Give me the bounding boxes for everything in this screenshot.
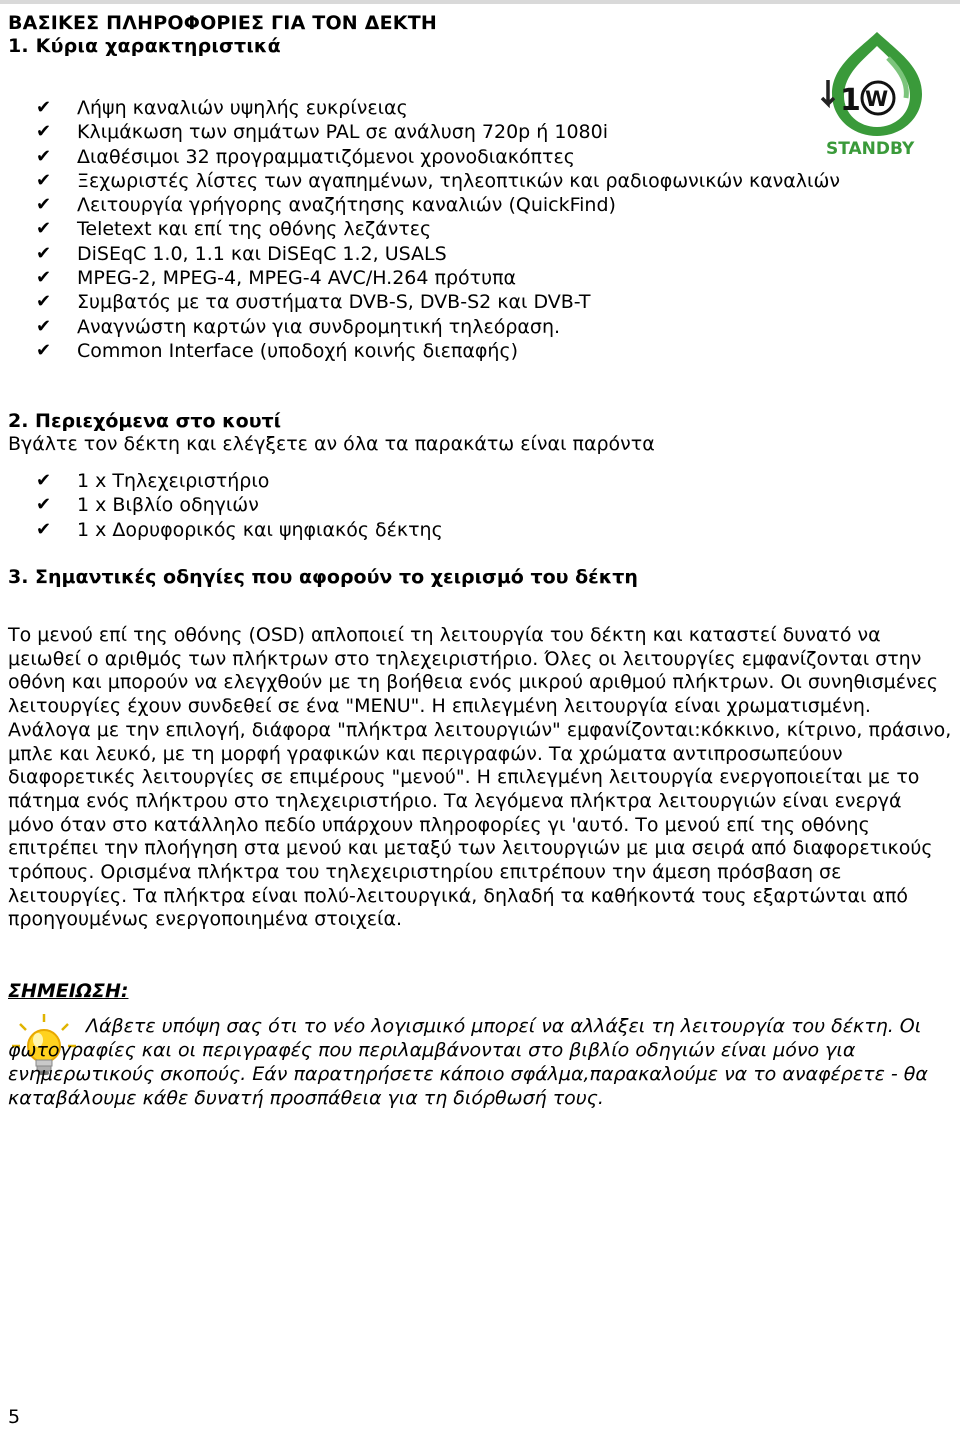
check-icon: ✔ [36,194,52,216]
check-icon: ✔ [36,97,52,118]
check-icon: ✔ [36,339,52,361]
svg-text:W: W [865,87,889,111]
svg-text:1: 1 [840,83,861,118]
page-title [8,12,437,57]
section-2-heading: 2. Περιεχόμενα στο κουτί [8,410,282,432]
check-icon: ✔ [36,242,52,264]
check-icon: ✔ [36,518,52,540]
note-body: Λάβετε υπόψη σας ότι το νέο λογισμικό μπορεί να αλλάξει τη λειτουργία του δέκτη. Οι φωτογραφίες και οι περιγραφές που περιλαμβάνονται στο βιβλίο οδηγιών είναι μόνο για ενημερωτικούς σκοπούς. Εάν παρατηρήσετε κάποιο σφάλμα,παρακαλούμε να το αναφέρετε - θα καταβάλουμε κάθε δυνατή προσπάθεια για τη διόρθωσή τους. [8,1015,928,1109]
note-title: ΣΗΜΕΙΩΣΗ: [8,980,129,1002]
check-icon: ✔ [36,267,52,289]
check-icon: ✔ [36,470,52,491]
section-2-intro: Βγάλτε τον δέκτη και ελέγξετε αν όλα τα παρακάτω είναι παρόντα [8,433,655,455]
check-icon: ✔ [36,315,52,337]
check-icon: ✔ [36,218,52,240]
standby-1w-logo [818,28,936,158]
main-heading: ΒΑΣΙΚΕΣ ΠΛΗΡΟΦΟΡΙΕΣ ΓΙΑ ΤΟΝ ΔΕΚΤΗ [8,12,437,34]
check-icon: ✔ [36,145,52,167]
section-1-heading: 1. Κύρια χαρακτηριστικά [8,35,281,57]
check-icon: ✔ [36,121,52,143]
standby-label: STANDBY [826,139,915,158]
section-3-body: Το μενού επί της οθόνης (OSD) απλοποιεί τη λειτουργία του δέκτη και καταστεί δυνατό να μειωθεί ο αριθμός των πλήκτρων στο τηλεχειριστήριο. Όλες οι λειτουργίες εμφανίζονται στην οθόνη και μπορούν να ελεγχθούν με τη βοήθεια ενός μικρού αριθμού πλήκτρων. Οι συνηθισμένες λειτουργίες έχουν συνδεθεί σε ένα "MENU". Η επιλεγμένη λειτουργία είναι χρωματισμένη. Ανάλογα με την επιλογή, διάφορα "πλήκτρα λειτουργιών" εμφανίζονται:κόκκινο, κίτρινο, πράσινο, μπλε και λευκό, με τη μορφή γραφικών και περιγραφών. Τα χρώματα αντιπροσωπεύουν διαφορετικές λειτουργίες σε επιμέρους "μενού". Η επιλεγμένη λειτουργία ενεργοποιείται με το πάτημα ενός πλήκτρου στο τηλεχειριστήριο. Τα λεγόμενα πλήκτρα λειτουργιών είναι ενεργά μόνο όταν στο κατάλληλο πεδίο υπάρχουν πληροφορίες γι 'αυτό. Το μενού επί της οθόνης επιτρέπει την πλοήγηση στα μενού και μεταξύ των λειτουργιών με μια σειρά από διαφορετικούς τρόπους. Ορισμένα πλήκτρα του τηλεχειριστηρίου επιτρέπουν την άμεση πρόσβαση σε λειτουργίες. Τα πλήκτρα είναι πολύ-λειτουργικά, δηλαδή τα καθήκοντά τους εξαρτώνται από προηγουμένως ενεργοποιημένα στοιχεία. [8,624,952,931]
page-number: 5 [8,1406,21,1428]
check-icon: ✔ [36,169,52,191]
top-rule [0,0,960,4]
check-icon: ✔ [36,291,52,313]
section-3-heading: 3. Σημαντικές οδηγίες που αφορούν το χειρισμό του δέκτη [8,566,638,588]
check-icon: ✔ [36,494,52,516]
